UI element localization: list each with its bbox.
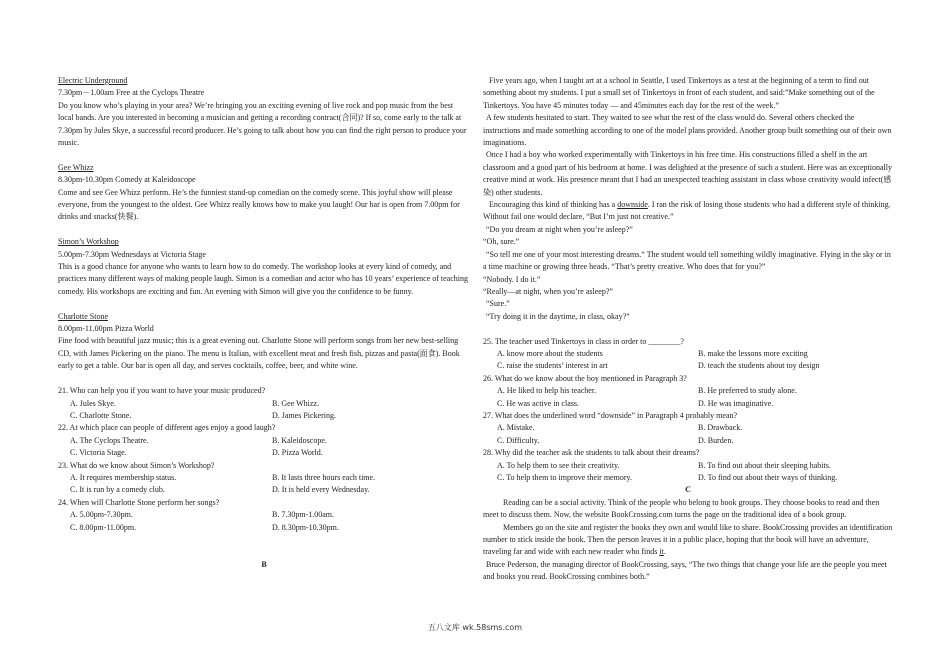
answer-option: B. He preferred to study alone. <box>698 386 797 396</box>
question-options <box>483 385 893 410</box>
dialogue-line: “Try doing it in the daytime, in class, okay?” <box>486 311 630 321</box>
event-description: Do you know who’s playing in your area? We’re bringing you an exciting evening of live rock and pop music from the best local bands. Are you interested in becoming a musician and getting a recording contract(合同)? If so, come early to the talk at 7.30pm by Jules Skye, a successful record producer. He’s going to talk about how you can find the right person to produce your music. <box>58 100 467 148</box>
question-text: 25. The teacher used Tinkertoys in class in order to ________? <box>483 336 684 346</box>
question-text: 22. At which place can people of different ages enjoy a good laugh? <box>58 423 276 433</box>
dialogue-line: “Do you dream at night when you’re asleep?” <box>486 224 633 234</box>
event-time: 7.30pm－1.00am Free at the Cyclops Theatre <box>58 88 205 98</box>
question <box>483 373 893 410</box>
question-text: 23. What do we know about Simon’s Workshop? <box>58 460 215 470</box>
question-text: 27. What does the underlined word “downside” in Paragraph 4 probably mean? <box>483 410 737 420</box>
event-listing <box>58 162 470 224</box>
answer-option: B. make the lessons more exciting <box>698 348 808 358</box>
event-listing <box>58 311 470 373</box>
question-text: 21. Who can help you if you want to have your music produced? <box>58 386 266 396</box>
answer-option: B. It lasts three hours each time. <box>272 472 376 482</box>
event-description: Come and see Gee Whizz perform. He’s the funniest stand-up comedian on the comedy scene. This joyful show will please everyone, from the youngest to the oldest. Gee Whizz really knows how to make you laugh! Our bar is open from 7.00pm for drinks and snacks(快餐). <box>58 187 460 222</box>
spacer <box>58 224 470 236</box>
question-text: 26. What do we know about the boy mentioned in Paragraph 3? <box>483 373 687 383</box>
dialogue-line: “Really—at night, when you’re asleep?” <box>483 286 613 296</box>
spacer <box>58 373 470 385</box>
answer-option: D. He was imaginative. <box>698 398 774 408</box>
answer-option: D. 8.30pm-10.30pm. <box>272 522 339 532</box>
event-time: 8.30pm-10.30pm Comedy at Kaleidoscope <box>58 175 196 185</box>
section-b-label: B <box>261 559 267 569</box>
footer-watermark: 五八文库 wk.58sms.com <box>427 623 523 632</box>
answer-option: A. 5.00pm-7.30pm. <box>70 510 133 520</box>
answer-option: C. Difficulty. <box>497 435 540 445</box>
answer-option: A. To help them to see their creativity. <box>497 460 620 470</box>
spacer <box>58 149 470 161</box>
passage-paragraph <box>483 199 893 224</box>
answer-option: D. teach the students about toy design <box>698 361 820 371</box>
answer-option: D. It is held every Wednesday. <box>272 485 370 495</box>
question-text: 28. Why did the teacher ask the students to talk about their dreams? <box>483 448 700 458</box>
answer-option: A. It requires membership status. <box>70 472 177 482</box>
question-options <box>483 422 893 447</box>
passage-paragraph: Once I had a boy who worked experimentally with Tinkertoys in his free time. His constructions filled a shelf in the art classroom and a good part of his bedroom at home. I was delighted at the presence of such a student. Here was an exceptionally creative mind at work. His presence meant that I had an unexpected teaching assistant in class whose creativity would infect(感染) other students. <box>483 150 892 197</box>
passage-paragraph: Five years ago, when I taught art at a school in Seattle, I used Tinkertoys as a test at the beginning of a term to find out something about my students. I put a small set of Tinkertoys in front of each student, and said:”Make something out of the Tinkertoys. You have 45 minutes today — and 45minutes each day for the rest of the week.” <box>483 76 875 110</box>
section-c-label: C <box>685 485 691 495</box>
question <box>483 447 893 484</box>
text: . I ran the risk of losing those students who had a different style of thinking. Without fail one would declare, “But I’m just not creative.” <box>483 200 891 222</box>
answer-option: A. Jules Skye. <box>70 398 116 408</box>
passage-paragraph: Bruce Pederson, the managing director of BookCrossing, says, “The two things that change your life are the people you meet and books you read. BookCrossing combines both.” <box>483 559 887 582</box>
question-options <box>58 435 470 460</box>
answer-option: B. To find out about their sleeping habits. <box>698 460 831 470</box>
dialogue-line: “Nobody. I do it.” <box>483 274 541 284</box>
underlined-word-it: it <box>659 547 664 557</box>
text: Members go on the site and register the books they own and would like to share. BookCrossing provides an identification number to stick inside the book. Then the person leaves it in a public place, hoping that the book will have an adventure, traveling far and wide with each new reader who finds <box>483 522 893 557</box>
event-description: This is a good chance for anyone who wants to learn how to do comedy. The workshop looks at every kind of comedy, and practices many different ways of making people laugh. Simon is a comedian and actor who has 10 years’ experience of teaching comedy. His workshops are exciting and fun. An evening with Simon will give you the confidence to be funny. <box>58 262 469 296</box>
event-title: Charlotte Stone <box>58 311 108 321</box>
underlined-word-downside: downside <box>617 200 648 210</box>
answer-option: B. 7.30pm-1.00am. <box>272 510 334 520</box>
spacer <box>58 298 470 310</box>
event-time: 8.00pm-11.00pm Pizza World <box>58 324 154 334</box>
question <box>58 460 470 497</box>
answer-option: A. The Cyclops Theatre. <box>70 435 149 445</box>
passage-paragraph <box>483 522 893 559</box>
text: Encouraging this kind of thinking has a <box>489 200 618 210</box>
answer-option: C. It is run by a comedy club. <box>70 485 165 495</box>
dialogue-line: “So tell me one of your most interesting dreams.” The student would tell something wildly imaginative. Flying in the sky or in a time machine or growing three heads. “That’s pretty creative. Who does that for you?” <box>483 249 891 272</box>
answer-option: A. Mistake. <box>497 423 535 433</box>
answer-option: C. 8.00pm-11.00pm. <box>70 522 137 532</box>
answer-option: C. To help them to improve their memory. <box>497 472 632 482</box>
answer-option: A. He liked to help his teacher. <box>497 386 597 396</box>
questions-25-28 <box>483 336 893 485</box>
answer-option: B. Kaleidoscope. <box>272 435 327 445</box>
event-title: Gee Whizz <box>58 162 94 172</box>
question <box>58 422 470 459</box>
event-listings <box>58 75 470 385</box>
answer-option: D. To find out about their ways of thinking. <box>698 472 838 482</box>
question-options <box>58 509 470 534</box>
answer-option: D. Burden. <box>698 435 734 445</box>
dialogue-line: “Oh, sure.” <box>483 237 520 247</box>
question-text: 24. When will Charlotte Stone perform her songs? <box>58 497 220 507</box>
dialogue-line: “Sure.” <box>486 299 510 309</box>
right-column <box>483 75 893 584</box>
passage-paragraph: Reading can be a social activity. Think of the people who belong to book groups. They choose books to read and then meet to discuss them. Now, the website BookCrossing.com turns the page on the traditional idea of a book group. <box>483 497 880 520</box>
answer-option: B. Drawback. <box>698 423 743 433</box>
question-options <box>483 460 893 485</box>
question <box>58 385 470 422</box>
event-description: Fine food with beautiful jazz music; this is a great evening out. Charlotte Stone will perform songs from her new best-selling CD, with James Pickering on the piano. The menu is Italian, with excellent meat and fresh fish, pizzas and pasta(面食). Book early to get a table. Our bar is open all day, and serves cocktails, coffee, beer, and white wine. <box>58 336 460 371</box>
question <box>483 410 893 447</box>
answer-option: C. Charlotte Stone. <box>70 410 132 420</box>
left-column <box>58 75 470 571</box>
question <box>58 497 470 534</box>
question <box>483 336 893 373</box>
event-listing <box>58 75 470 149</box>
answer-option: C. He was active in class. <box>497 398 579 408</box>
passage-paragraph: A few students hesitated to start. They waited to see what the rest of the class would do. Several others checked the instructions and made something according to one of the model plans provided. Another group built something out of their own imaginations. <box>483 113 892 148</box>
question-options <box>483 348 893 373</box>
questions-21-24 <box>58 385 470 534</box>
answer-option: D. James Pickering. <box>272 410 336 420</box>
event-time: 5.00pm-7.30pm Wednesdays at Victoria Stage <box>58 249 206 259</box>
answer-option: C. raise the students’ interest in art <box>497 361 608 371</box>
text: . <box>663 547 666 557</box>
event-title: Simon’s Workshop <box>58 237 119 247</box>
question-options <box>58 398 470 423</box>
answer-option: A. know more about the students <box>497 348 603 358</box>
event-title: Electric Underground <box>58 76 128 85</box>
answer-option: B. Gee Whizz. <box>272 398 319 408</box>
event-listing <box>58 236 470 298</box>
answer-option: C. Victoria Stage. <box>70 448 127 458</box>
question-options <box>58 472 470 497</box>
answer-option: D. Pizza World. <box>272 448 323 458</box>
